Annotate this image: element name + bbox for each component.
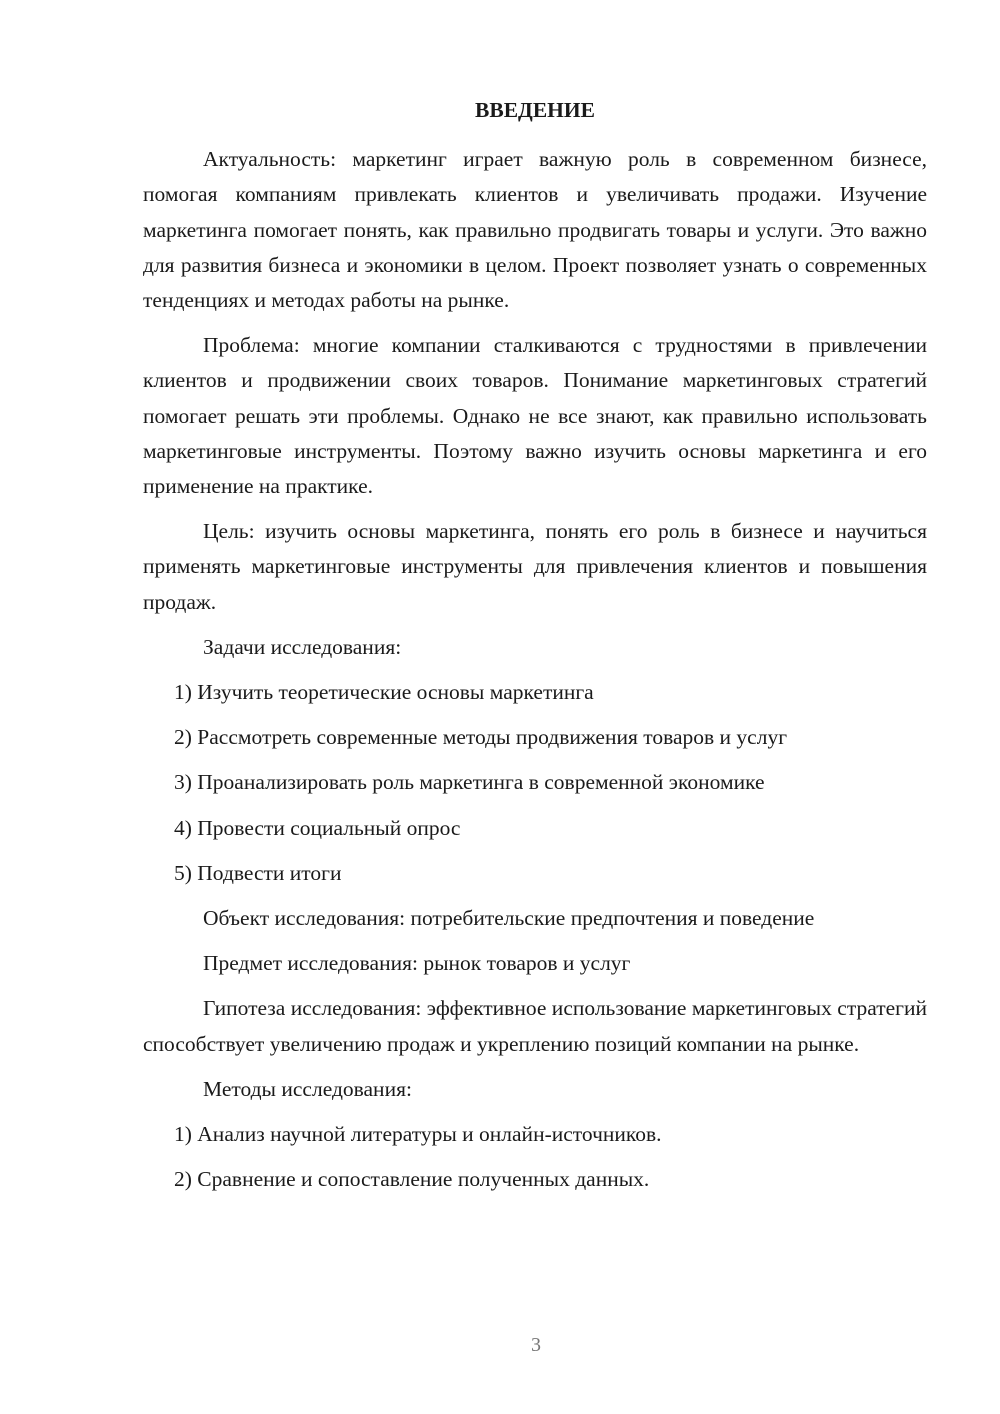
relevance-paragraph: Актуальность: маркетинг играет важную роль в современном бизнесе, помогая компаниям привлекать клиентов и увеличивать продажи. Изучение маркетинга помогает понять, как правильно продвигать товары и услуги. Это важно для развития бизнеса и экономики в целом. Проект позволяет узнать о современных тенденциях и методах работы на рынке. xyxy=(143,147,927,313)
task-item-1: 1) Изучить теоретические основы маркетинга xyxy=(174,680,594,705)
task-item-4: 4) Провести социальный опрос xyxy=(174,815,461,840)
task-item-3: 3) Проанализировать роль маркетинга в современной экономике xyxy=(174,770,765,795)
method-item-1: 1) Анализ научной литературы и онлайн-источников. xyxy=(174,1122,662,1147)
method-item-2: 2) Сравнение и сопоставление полученных данных. xyxy=(174,1167,650,1192)
problem-paragraph: Проблема: многие компании сталкиваются с трудностями в привлечении клиентов и продвижении своих товаров. Понимание маркетинговых стратегий помогает решать эти проблемы. Однако не все знают, как правильно использовать маркетинговые инструменты. Поэтому важно изучить основы маркетинга и его применение на практике. xyxy=(143,333,927,499)
task-item-5: 5) Подвести итоги xyxy=(174,860,342,885)
task-item-2: 2) Рассмотреть современные методы продвижения товаров и услуг xyxy=(174,725,788,750)
object-paragraph: Объект исследования: потребительские предпочтения и поведение xyxy=(203,906,815,931)
hypothesis-paragraph: Гипотеза исследования: эффективное использование маркетинговых стратегий способствует увеличению продаж и укреплению позиций компании на рынке. xyxy=(143,996,927,1056)
tasks-label: Задачи исследования: xyxy=(203,634,402,659)
subject-paragraph: Предмет исследования: рынок товаров и услуг xyxy=(203,951,631,976)
goal-paragraph: Цель: изучить основы маркетинга, понять его роль в бизнесе и научиться применять маркетинговые инструменты для привлечения клиентов и повышения продаж. xyxy=(143,519,927,614)
page-title: ВВЕДЕНИЕ xyxy=(475,98,595,122)
page-content xyxy=(143,93,927,1207)
methods-label: Методы исследования: xyxy=(203,1076,412,1101)
page-number: 3 xyxy=(531,1334,541,1356)
